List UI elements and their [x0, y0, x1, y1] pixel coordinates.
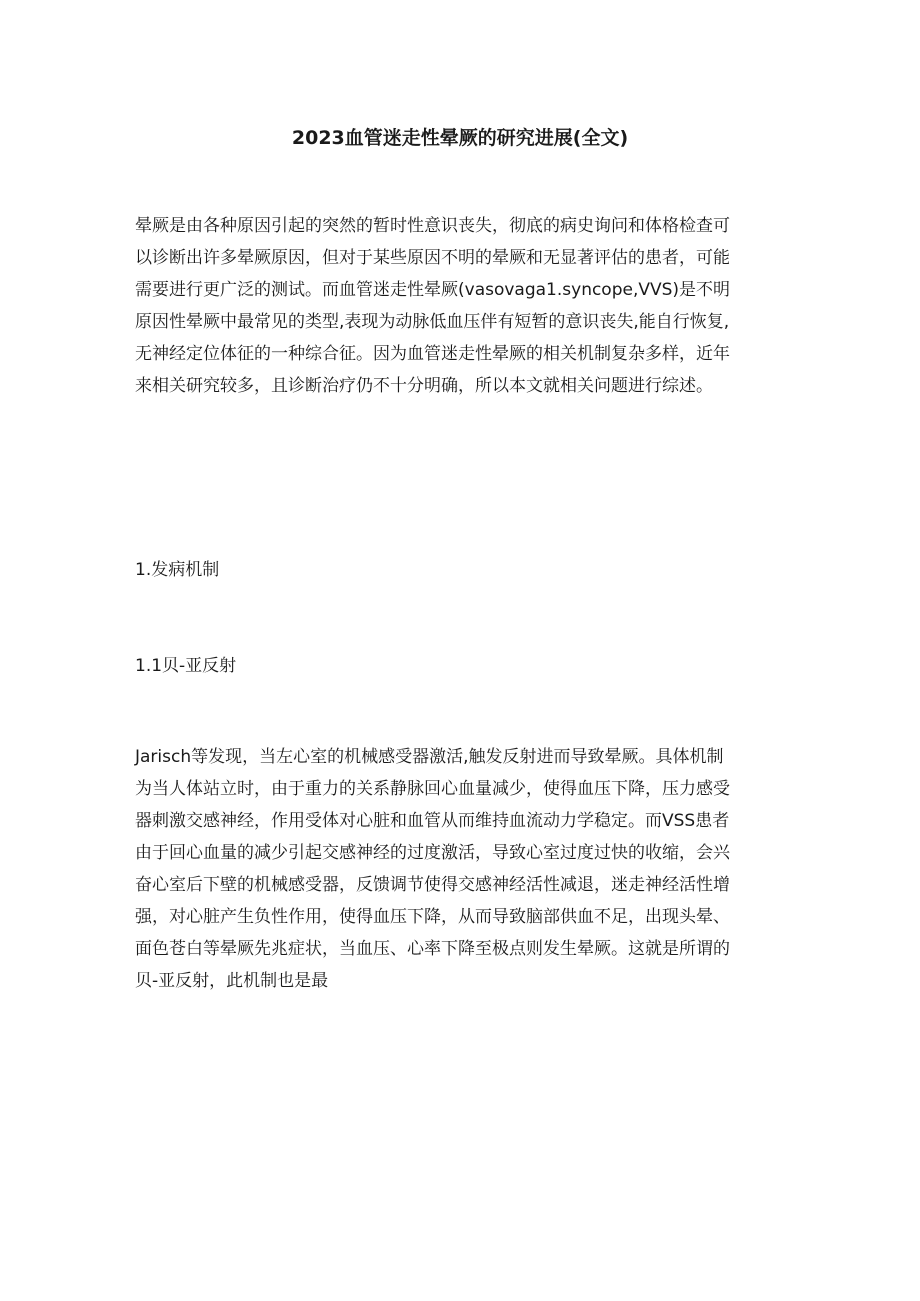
- paragraph-line: 无神经定位体征的一种综合征。因为血管迷走性晕厥的相关机制复杂多样，近年: [135, 344, 730, 364]
- paragraph-line: 强，对心脏产生负性作用，使得血压下降，从而导致脑部供血不足，出现头晕、: [135, 907, 730, 927]
- subsection-heading: 1.1贝-亚反射: [135, 656, 237, 676]
- paragraph-line: 由于回心血量的减少引起交感神经的过度激活，导致心室过度过快的收缩，会兴: [135, 843, 730, 863]
- paragraph-line: 需要进行更广泛的测试。而血管迷走性晕厥(vasovaga1.syncope,VVS)是不明: [135, 280, 731, 300]
- paragraph-line: 为当人体站立时，由于重力的关系静脉回心血量减少，使得血压下降，压力感受: [135, 779, 730, 799]
- paragraph-line: 贝-亚反射，此机制也是最: [135, 971, 329, 991]
- paragraph-line: 原因性晕厥中最常见的类型,表现为动脉低血压伴有短暂的意识丧失,能自行恢复,: [135, 312, 730, 332]
- intro-paragraph: [135, 210, 790, 402]
- paragraph-line: 晕厥是由各种原因引起的突然的暂时性意识丧失，彻底的病史询问和体格检查可: [135, 216, 730, 236]
- body-paragraph: [135, 741, 790, 997]
- paragraph-line: 面色苍白等晕厥先兆症状，当血压、心率下降至极点则发生晕厥。这就是所谓的: [135, 939, 730, 959]
- document-title: 2023血管迷走性晕厥的研究进展(全文): [291, 127, 629, 149]
- paragraph-line: 器刺激交感神经，作用受体对心脏和血管从而维持血流动力学稳定。而VSS患者: [135, 811, 730, 831]
- paragraph-line: Jarisch等发现，当左心室的机械感受器激活,触发反射进而导致晕厥。具体机制: [135, 747, 724, 767]
- section-heading: 1.发病机制: [135, 560, 220, 580]
- paragraph-line: 来相关研究较多，且诊断治疗仍不十分明确，所以本文就相关问题进行综述。: [135, 376, 713, 396]
- paragraph-line: 奋心室后下壁的机械感受器，反馈调节使得交感神经活性减退，迷走神经活性增: [135, 875, 730, 895]
- paragraph-line: 以诊断出许多晕厥原因，但对于某些原因不明的晕厥和无显著评估的患者，可能: [135, 248, 730, 268]
